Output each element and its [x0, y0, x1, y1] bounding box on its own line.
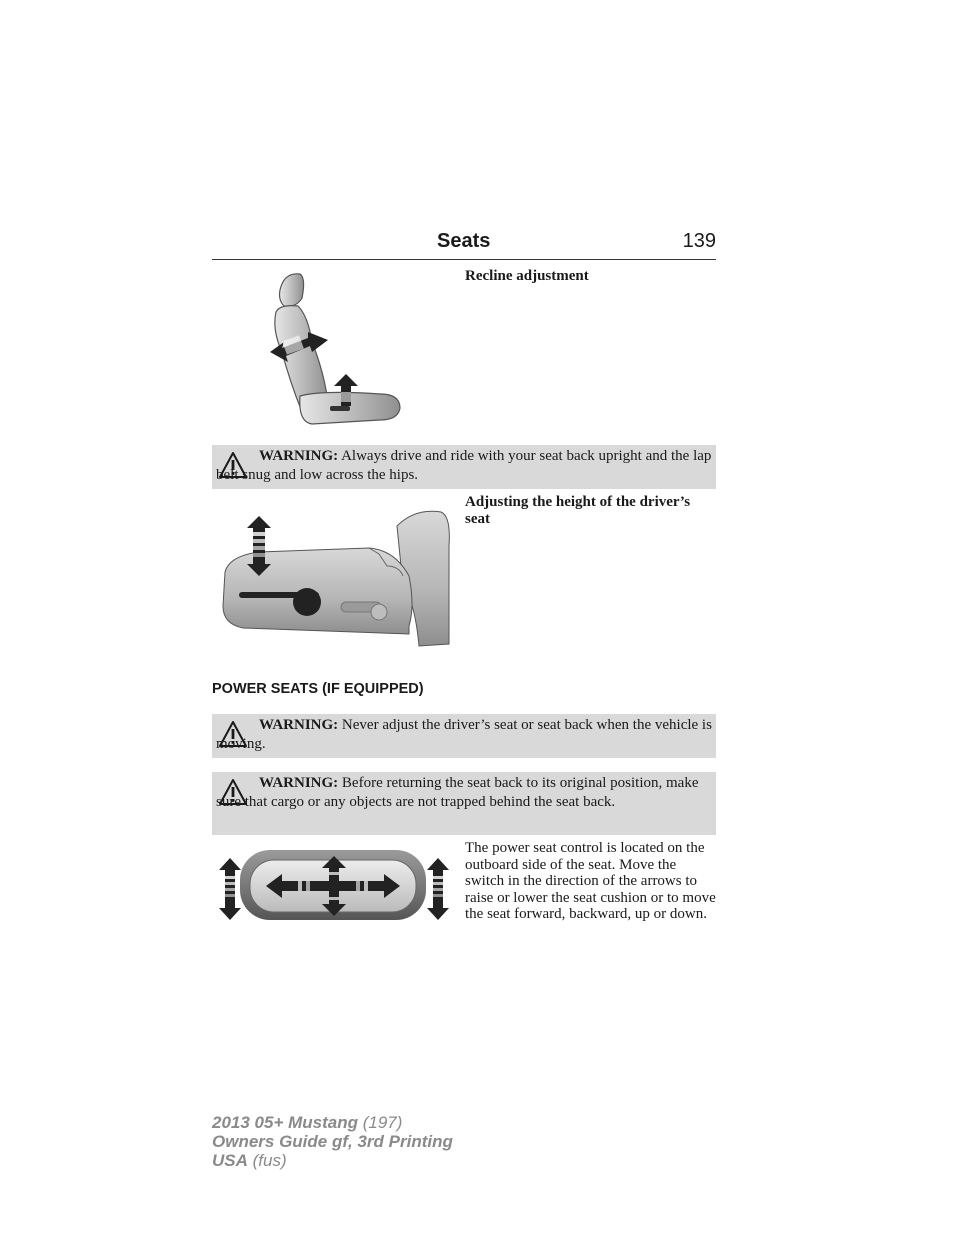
document-footer: [212, 1113, 453, 1170]
height-caption: Adjusting the height of the driver’s seat: [465, 494, 691, 527]
warning-text: Always drive and ride with your seat back upright and the lap belt snug and low across the hips.: [216, 448, 712, 483]
warning-text: Never adjust the driver’s seat or seat back when the vehicle is moving.: [216, 717, 712, 752]
warning-text: Before returning the seat back to its original position, make sure that cargo or any objects are not trapped behind the seat back.: [216, 775, 699, 810]
footer-line-2: Owners Guide gf, 3rd Printing: [212, 1132, 453, 1151]
power-seat-switch-illustration: [216, 846, 456, 926]
seat-height-lever-illustration: [219, 506, 451, 648]
warning-label: WARNING:: [259, 775, 339, 791]
warning-box-2: [212, 714, 716, 758]
height-up-down-arrow-icon: [247, 516, 271, 576]
footer-line-1: 2013 05+ Mustang (197): [212, 1113, 403, 1132]
warning-label: WARNING:: [259, 717, 339, 733]
seat-recline-illustration: [262, 272, 407, 429]
recline-caption: Recline adjustment: [465, 268, 589, 284]
power-seat-description: The power seat control is located on the outboard side of the seat. Move the switch in the direction of the arrows to raise or lower the seat cushion or to move the seat forward, backward, up or down.: [465, 840, 716, 922]
page-number: 139: [682, 230, 716, 252]
warning-box-1: [212, 445, 716, 489]
right-up-down-arrow-icon: [427, 858, 449, 920]
warning-box-3: [212, 772, 716, 835]
section-title: Seats: [437, 230, 491, 252]
footer-line-3: USA (fus): [212, 1151, 287, 1170]
left-up-down-arrow-icon: [219, 858, 241, 920]
header-divider: [212, 259, 716, 260]
power-seats-heading: POWER SEATS (IF EQUIPPED): [212, 681, 424, 697]
warning-label: WARNING:: [259, 448, 339, 464]
